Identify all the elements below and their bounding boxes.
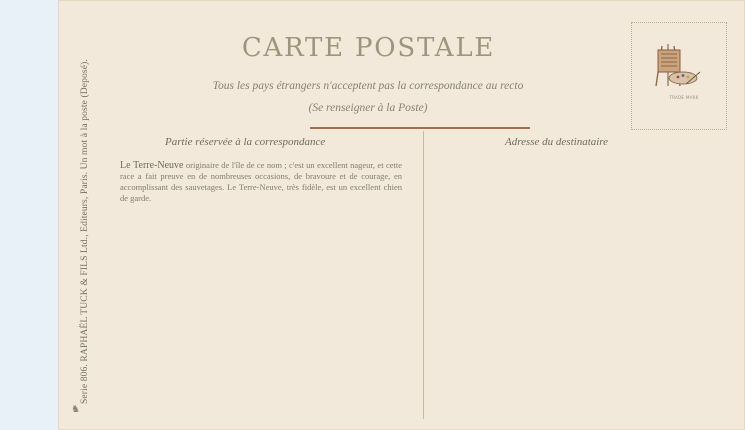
description-text	[120, 160, 402, 204]
description-body: originaire de l'île de ce nom ; c'est un excellent nageur, et cette race a fait preuve en de nombreuses occasions, de bravoure et de courage, en accomplissant des sauvetages. Le Terre-Neuve, très fidèle, est un excellent chien de garde.	[120, 160, 402, 203]
correspondence-heading: Partie réservée à la correspondance	[165, 136, 326, 148]
easel-palette-trademark-icon	[650, 40, 705, 90]
notice-line-2: (Se renseigner à la Poste)	[308, 102, 428, 114]
ornament-icon: ♞	[71, 404, 80, 415]
card-title: CARTE POSTALE	[241, 33, 496, 63]
title-rule	[310, 127, 530, 129]
center-divider	[423, 131, 424, 419]
publisher-imprint: Serie 806. RAPHAËL TUCK & FILS Ltd., Editeurs, Paris. Un mot à la poste (Deposé).	[79, 59, 90, 404]
address-heading: Adresse du destinataire	[505, 136, 609, 148]
description-lead: Le Terre-Neuve	[120, 160, 184, 171]
scan-background-edge	[0, 0, 58, 430]
notice-line-1: Tous les pays étrangers n'acceptent pas la correspondance au recto	[212, 80, 524, 92]
trade-mark-label: TRADE MARK	[669, 95, 699, 100]
